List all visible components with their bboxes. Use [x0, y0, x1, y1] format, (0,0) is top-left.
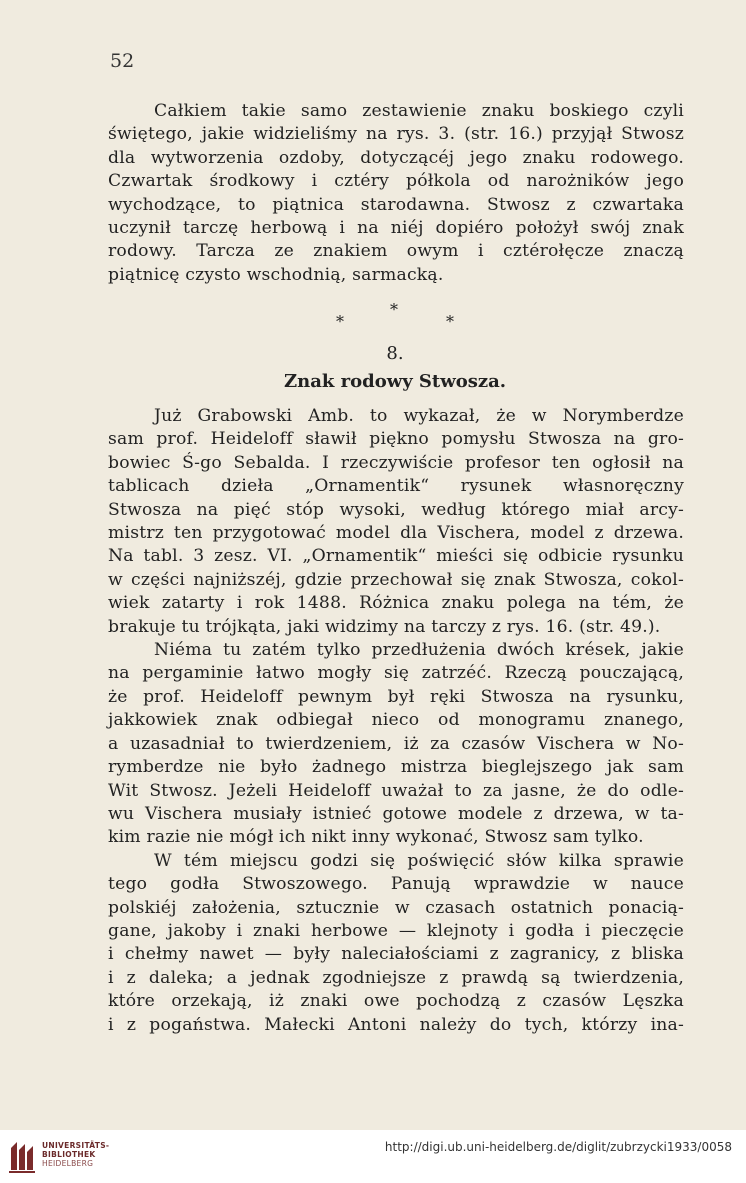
text-line: świętego, jakie widzieliśmy na rys. 3. (str. 16.) przyjął Stwosz — [108, 124, 684, 145]
text-line: Stwosza na pięć stóp wysoki, według którego miał arcy- — [108, 499, 684, 520]
text-line: mistrz ten przygotować model dla Vischera, model z drzewa. — [108, 523, 684, 544]
text-line: które orzekają, iż znaki owe pochodzą z czasów Lęszka — [108, 991, 684, 1012]
section-title: Znak rodowy Stwosza. — [283, 371, 507, 392]
paragraph-1 — [108, 100, 684, 287]
text-line: a uzasadniał to twierdzeniem, iż za czasów Vischera w No- — [108, 733, 684, 754]
text-line: tego godła Stwoszowego. Panują wprawdzie w nauce — [108, 874, 684, 895]
text-line: wu Vischera musiały istnieć gotowe modele z drzewa, w ta- — [108, 803, 684, 824]
main-text — [108, 405, 684, 1037]
library-name-line: HEIDELBERG — [42, 1159, 94, 1168]
separator-star: * — [336, 312, 344, 331]
page-number: 52 — [110, 50, 135, 72]
text-line: na pergaminie łatwo mogły się zatrzéć. Rzeczą pouczającą, — [108, 663, 684, 684]
text-line: rymberdze nie było żadnego mistrza bieglejszego jak sam — [108, 757, 684, 778]
library-name — [42, 1141, 109, 1168]
text-line: Na tabl. 3 zesz. VI. „Ornamentik“ mieści się odbicie rysunku — [108, 546, 684, 567]
text-line: uczynił tarczę herbową i na niéj dopiéro położył swój znak — [108, 218, 684, 239]
separator-star: * — [446, 312, 454, 331]
text-line: tablicach dzieła „Ornamentik“ rysunek własnoręczny — [108, 476, 684, 497]
text-line: Całkiem takie samo zestawienie znaku boskiego czyli — [154, 101, 684, 121]
text-line: bowiec Ś-go Sebalda. I rzeczywiście profesor ten ogłosił na — [108, 452, 684, 473]
text-line: brakuje tu trójkąta, jaki widzimy na tarczy z rys. 16. (str. 49.). — [108, 616, 661, 637]
text-line: i z pogaństwa. Małecki Antoni należy do tych, którzy ina- — [108, 1014, 684, 1035]
text-line: Już Grabowski Amb. to wykazał, że w Norymberdze — [154, 406, 684, 426]
text-line: w części najniższéj, gdzie przechował się znak Stwosza, cokol- — [108, 569, 684, 590]
text-line: W tém miejscu godzi się poświęcić słów kilka sprawie — [154, 850, 684, 871]
library-name-line: BIBLIOTHEK — [42, 1150, 96, 1159]
section-separator — [0, 300, 746, 330]
text-line: wiek zatarty i rok 1488. Różnica znaku polega na tém, że — [108, 593, 684, 614]
text-line: kim razie nie mógł ich nikt inny wykonać, Stwosz sam tylko. — [108, 827, 644, 848]
section-number: 8. — [386, 343, 404, 364]
text-line: Niéma tu zatém tylko przedłużenia dwóch krések, jakie — [154, 640, 684, 661]
text-line: piątnicę czysto wschodnią, sarmacką. — [108, 264, 444, 285]
text-line: i chełmy nawet — były naleciałościami z zagranicy, z bliska — [108, 944, 684, 965]
text-line: polskiéj założenia, sztucznie w czasach ostatnich ponacią- — [108, 897, 684, 918]
text-line: i z daleka; a jednak zgodniejsze z prawdą są twierdzenia, — [108, 967, 684, 988]
text-line: że prof. Heideloff pewnym był ręki Stwosza na rysunku, — [108, 686, 684, 707]
text-line: dla wytworzenia ozdoby, dotyczącéj jego znaku rodowego. — [108, 147, 684, 168]
text-line: wychodzące, to piątnica starodawna. Stwosz z czwartaka — [108, 194, 684, 215]
text-line: sam prof. Heideloff sławił piękno pomysłu Stwosza na gro- — [108, 429, 684, 450]
text-line: Wit Stwosz. Jeżeli Heideloff uważał to za jasne, że do odle- — [108, 780, 684, 801]
separator-star: * — [390, 300, 398, 319]
library-name-line: UNIVERSITÄTS- — [42, 1141, 110, 1150]
text-line: rodowy. Tarcza ze znakiem owym i cztérołęcze znaczą — [108, 241, 684, 262]
text-line: Czwartak środkowy i cztéry półkola od narożników jego — [108, 171, 684, 192]
university-library-logo-icon — [8, 1138, 36, 1174]
text-line: gane, jakoby i znaki herbowe — klejnoty i godła i pieczęcie — [108, 920, 684, 941]
text-line: jakkowiek znak odbiegał nieco od monogramu znanego, — [108, 710, 684, 731]
source-url-link[interactable]: http://digi.ub.uni-heidelberg.de/diglit/zubrzycki1933/0058 — [384, 1140, 732, 1154]
library-footer — [0, 1130, 746, 1183]
